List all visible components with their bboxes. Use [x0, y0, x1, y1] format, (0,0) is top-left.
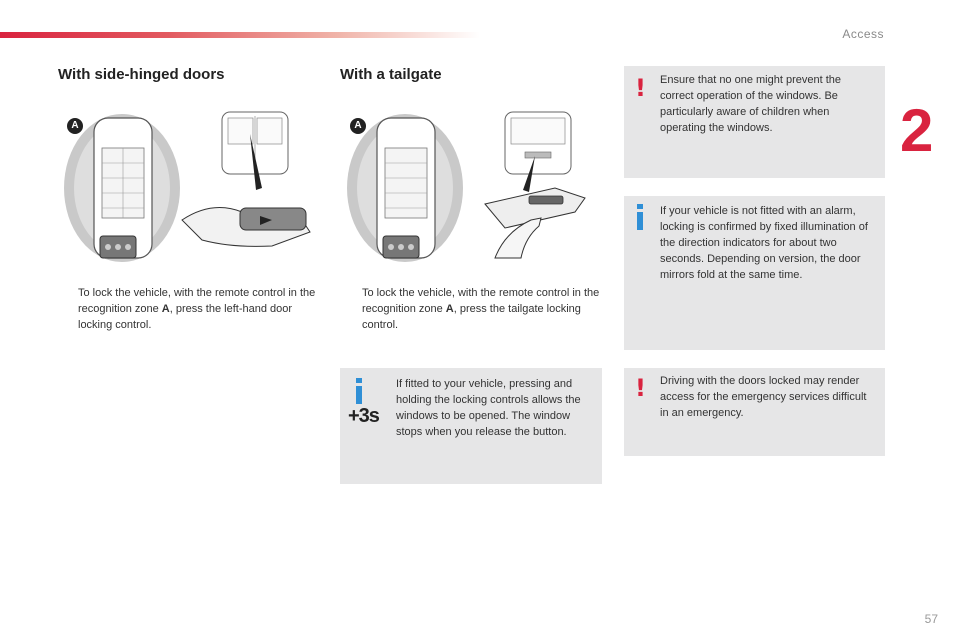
warning-windows	[624, 66, 885, 178]
zone-label-middle: A	[350, 118, 366, 134]
section-label: Access	[842, 27, 884, 41]
title-side-hinged-doors: With side-hinged doors	[58, 66, 225, 83]
note-locking-confirmation	[624, 196, 885, 350]
zone-label-left: A	[67, 118, 83, 134]
warning-emergency-access	[624, 368, 885, 456]
timer-badge: +3s	[348, 405, 379, 427]
note-window-opening-text: If fitted to your vehicle, pressing and holding the locking controls allows the windows to be opened. The window stops when you release the button.	[396, 378, 581, 438]
info-icon	[635, 204, 645, 230]
warning-windows-text: Ensure that no one might prevent the correct operation of the windows. Be particularly aware of children when operating the windows.	[660, 74, 842, 134]
note-window-opening	[340, 368, 602, 484]
page-number: 57	[924, 612, 938, 626]
title-tailgate: With a tailgate	[340, 66, 442, 83]
tailgate-illustration	[345, 108, 605, 266]
warning-emergency-access-text: Driving with the doors locked may render access for the emergency services difficult in an emergency.	[660, 375, 867, 419]
chapter-number: 2	[900, 97, 934, 164]
side-doors-illustration	[62, 108, 322, 266]
note-locking-confirmation-text: If your vehicle is not fitted with an alarm, locking is confirmed by fixed illumination of the direction indicators for about two seconds. Depending on version, the door mirrors fold at the same time.	[660, 205, 868, 281]
warning-icon: !	[635, 374, 646, 402]
info-icon	[354, 378, 364, 404]
middle-instruction: To lock the vehicle, with the remote control in the recognition zone A, press the tailgate locking control.	[362, 287, 600, 331]
left-instruction: To lock the vehicle, with the remote control in the recognition zone A, press the left-hand door locking control.	[78, 287, 316, 331]
header-accent-bar	[0, 32, 480, 38]
warning-icon: !	[635, 74, 646, 102]
